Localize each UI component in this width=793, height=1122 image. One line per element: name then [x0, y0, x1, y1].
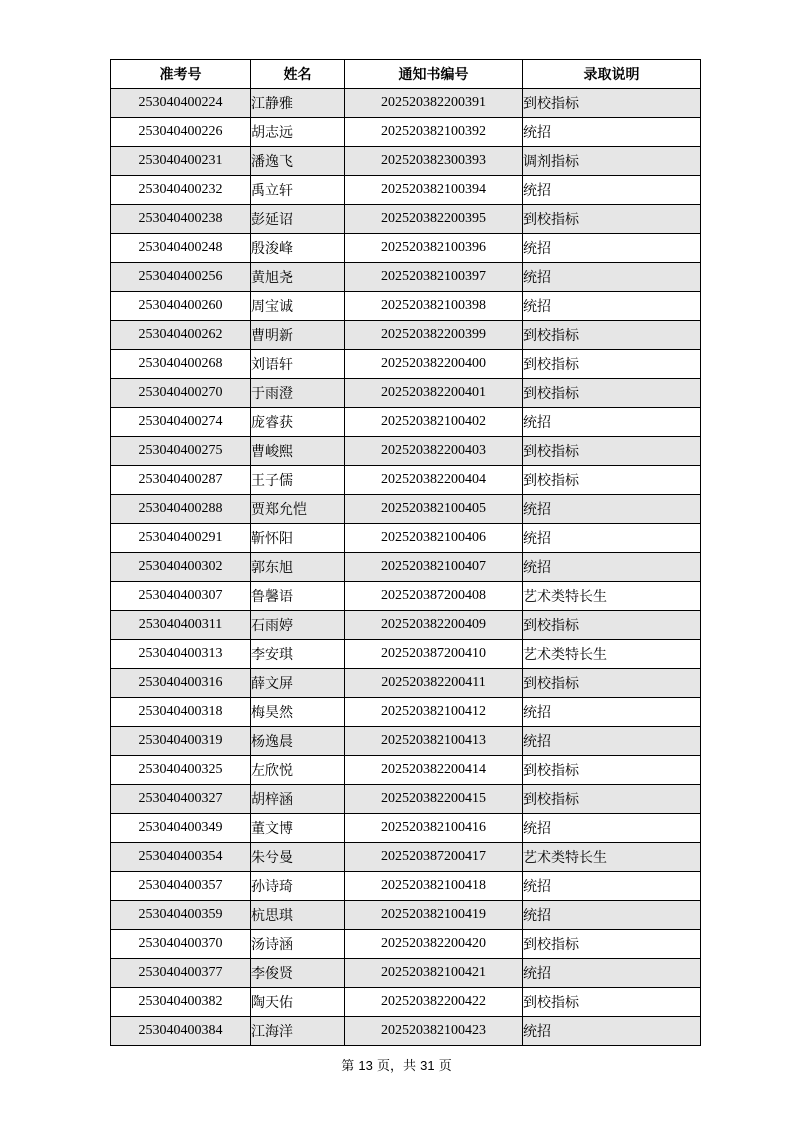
cell-note: 到校指标	[523, 611, 701, 640]
table-row	[111, 727, 701, 756]
table-body	[111, 89, 701, 1046]
cell-name: 贾郑允恺	[251, 495, 345, 524]
cell-exam-no: 253040400354	[111, 843, 251, 872]
table-row	[111, 611, 701, 640]
cell-exam-no: 253040400275	[111, 437, 251, 466]
table-row	[111, 930, 701, 959]
cell-notice-no: 202520387200408	[345, 582, 523, 611]
cell-exam-no: 253040400248	[111, 234, 251, 263]
footer-prefix: 第	[341, 1059, 355, 1074]
cell-notice-no: 202520382200414	[345, 756, 523, 785]
cell-name: 杨逸晨	[251, 727, 345, 756]
cell-note: 到校指标	[523, 437, 701, 466]
cell-exam-no: 253040400287	[111, 466, 251, 495]
table-row	[111, 1017, 701, 1046]
cell-notice-no: 202520382200401	[345, 379, 523, 408]
cell-exam-no: 253040400260	[111, 292, 251, 321]
cell-notice-no: 202520382100406	[345, 524, 523, 553]
cell-exam-no: 253040400302	[111, 553, 251, 582]
cell-notice-no: 202520382200403	[345, 437, 523, 466]
cell-note: 到校指标	[523, 988, 701, 1017]
cell-exam-no: 253040400319	[111, 727, 251, 756]
cell-name: 左欣悦	[251, 756, 345, 785]
cell-exam-no: 253040400359	[111, 901, 251, 930]
cell-exam-no: 253040400291	[111, 524, 251, 553]
cell-name: 鲁馨语	[251, 582, 345, 611]
cell-exam-no: 253040400327	[111, 785, 251, 814]
cell-note: 到校指标	[523, 89, 701, 118]
cell-exam-no: 253040400311	[111, 611, 251, 640]
cell-name: 郭东旭	[251, 553, 345, 582]
cell-name: 胡志远	[251, 118, 345, 147]
table-row	[111, 147, 701, 176]
cell-note: 统招	[523, 118, 701, 147]
cell-name: 薛文屏	[251, 669, 345, 698]
cell-note: 到校指标	[523, 379, 701, 408]
cell-note: 统招	[523, 408, 701, 437]
cell-note: 到校指标	[523, 205, 701, 234]
cell-name: 靳怀阳	[251, 524, 345, 553]
cell-notice-no: 202520382200395	[345, 205, 523, 234]
cell-exam-no: 253040400382	[111, 988, 251, 1017]
cell-note: 艺术类特长生	[523, 843, 701, 872]
cell-exam-no: 253040400232	[111, 176, 251, 205]
cell-note: 调剂指标	[523, 147, 701, 176]
cell-notice-no: 202520382200411	[345, 669, 523, 698]
cell-name: 李安琪	[251, 640, 345, 669]
cell-notice-no: 202520382100412	[345, 698, 523, 727]
table-row	[111, 437, 701, 466]
cell-note: 统招	[523, 901, 701, 930]
cell-name: 江静雅	[251, 89, 345, 118]
cell-notice-no: 202520382100418	[345, 872, 523, 901]
cell-name: 庞睿获	[251, 408, 345, 437]
cell-name: 陶天佑	[251, 988, 345, 1017]
cell-note: 到校指标	[523, 785, 701, 814]
cell-note: 统招	[523, 553, 701, 582]
cell-exam-no: 253040400313	[111, 640, 251, 669]
table-row	[111, 321, 701, 350]
cell-note: 统招	[523, 495, 701, 524]
cell-name: 周宝诚	[251, 292, 345, 321]
table-row	[111, 466, 701, 495]
cell-name: 董文博	[251, 814, 345, 843]
cell-note: 统招	[523, 814, 701, 843]
cell-notice-no: 202520382100416	[345, 814, 523, 843]
table-header-row	[111, 60, 701, 89]
cell-name: 胡梓涵	[251, 785, 345, 814]
cell-name: 禹立轩	[251, 176, 345, 205]
table-row	[111, 988, 701, 1017]
table-row	[111, 234, 701, 263]
table-row	[111, 205, 701, 234]
table-row	[111, 698, 701, 727]
cell-notice-no: 202520382200400	[345, 350, 523, 379]
cell-exam-no: 253040400316	[111, 669, 251, 698]
cell-notice-no: 202520382100405	[345, 495, 523, 524]
cell-notice-no: 202520382200391	[345, 89, 523, 118]
cell-note: 艺术类特长生	[523, 640, 701, 669]
cell-name: 殷浚峰	[251, 234, 345, 263]
cell-name: 彭延诏	[251, 205, 345, 234]
table-row	[111, 872, 701, 901]
table-row	[111, 814, 701, 843]
cell-name: 李俊贤	[251, 959, 345, 988]
table-row	[111, 292, 701, 321]
cell-exam-no: 253040400370	[111, 930, 251, 959]
cell-note: 统招	[523, 727, 701, 756]
cell-exam-no: 253040400256	[111, 263, 251, 292]
cell-exam-no: 253040400357	[111, 872, 251, 901]
cell-note: 统招	[523, 292, 701, 321]
cell-note: 到校指标	[523, 321, 701, 350]
cell-notice-no: 202520382100396	[345, 234, 523, 263]
cell-notice-no: 202520382100407	[345, 553, 523, 582]
cell-notice-no: 202520382100392	[345, 118, 523, 147]
cell-name: 汤诗涵	[251, 930, 345, 959]
cell-name: 曹明新	[251, 321, 345, 350]
cell-name: 杭思琪	[251, 901, 345, 930]
cell-name: 江海洋	[251, 1017, 345, 1046]
table-row	[111, 640, 701, 669]
cell-name: 曹峻熙	[251, 437, 345, 466]
cell-notice-no: 202520382200404	[345, 466, 523, 495]
cell-notice-no: 202520382200420	[345, 930, 523, 959]
cell-name: 王子儒	[251, 466, 345, 495]
cell-note: 统招	[523, 234, 701, 263]
cell-note: 到校指标	[523, 350, 701, 379]
cell-exam-no: 253040400268	[111, 350, 251, 379]
cell-exam-no: 253040400270	[111, 379, 251, 408]
cell-exam-no: 253040400349	[111, 814, 251, 843]
table-row	[111, 785, 701, 814]
cell-exam-no: 253040400226	[111, 118, 251, 147]
cell-note: 到校指标	[523, 756, 701, 785]
cell-notice-no: 202520387200410	[345, 640, 523, 669]
cell-notice-no: 202520382200409	[345, 611, 523, 640]
cell-name: 黄旭尧	[251, 263, 345, 292]
cell-notice-no: 202520382200399	[345, 321, 523, 350]
cell-exam-no: 253040400307	[111, 582, 251, 611]
header-note: 录取说明	[523, 60, 701, 89]
cell-name: 刘语轩	[251, 350, 345, 379]
cell-note: 统招	[523, 524, 701, 553]
cell-note: 统招	[523, 872, 701, 901]
table-row	[111, 379, 701, 408]
cell-name: 石雨婷	[251, 611, 345, 640]
page-footer	[0, 1055, 793, 1074]
table-row	[111, 89, 701, 118]
cell-notice-no: 202520382100413	[345, 727, 523, 756]
cell-exam-no: 253040400224	[111, 89, 251, 118]
cell-notice-no: 202520382200415	[345, 785, 523, 814]
cell-name: 梅昊然	[251, 698, 345, 727]
header-exam-no: 准考号	[111, 60, 251, 89]
cell-notice-no: 202520382100402	[345, 408, 523, 437]
cell-name: 孙诗琦	[251, 872, 345, 901]
cell-note: 统招	[523, 1017, 701, 1046]
cell-name: 朱兮曼	[251, 843, 345, 872]
cell-note: 到校指标	[523, 466, 701, 495]
table-row	[111, 524, 701, 553]
cell-name: 潘逸飞	[251, 147, 345, 176]
header-notice-no: 通知书编号	[345, 60, 523, 89]
cell-exam-no: 253040400377	[111, 959, 251, 988]
table-row	[111, 495, 701, 524]
cell-notice-no: 202520387200417	[345, 843, 523, 872]
cell-notice-no: 202520382100398	[345, 292, 523, 321]
table-row	[111, 756, 701, 785]
table-row	[111, 901, 701, 930]
table-row	[111, 582, 701, 611]
cell-exam-no: 253040400288	[111, 495, 251, 524]
cell-note: 统招	[523, 959, 701, 988]
footer-middle: 页，共	[376, 1059, 416, 1074]
cell-exam-no: 253040400384	[111, 1017, 251, 1046]
header-name: 姓名	[251, 60, 345, 89]
cell-exam-no: 253040400238	[111, 205, 251, 234]
cell-exam-no: 253040400231	[111, 147, 251, 176]
table-row	[111, 176, 701, 205]
cell-notice-no: 202520382300393	[345, 147, 523, 176]
cell-note: 统招	[523, 263, 701, 292]
cell-exam-no: 253040400274	[111, 408, 251, 437]
table-row	[111, 843, 701, 872]
table-row	[111, 669, 701, 698]
cell-exam-no: 253040400262	[111, 321, 251, 350]
cell-notice-no: 202520382100419	[345, 901, 523, 930]
total-pages-number: 31	[420, 1058, 435, 1073]
table-row	[111, 350, 701, 379]
cell-notice-no: 202520382100397	[345, 263, 523, 292]
cell-note: 艺术类特长生	[523, 582, 701, 611]
cell-note: 统招	[523, 698, 701, 727]
cell-note: 统招	[523, 176, 701, 205]
cell-notice-no: 202520382100423	[345, 1017, 523, 1046]
cell-notice-no: 202520382200422	[345, 988, 523, 1017]
admission-table	[110, 59, 701, 1046]
cell-notice-no: 202520382100394	[345, 176, 523, 205]
table-row	[111, 959, 701, 988]
footer-suffix: 页	[438, 1059, 452, 1074]
table-row	[111, 263, 701, 292]
cell-exam-no: 253040400325	[111, 756, 251, 785]
cell-exam-no: 253040400318	[111, 698, 251, 727]
current-page-number: 13	[358, 1058, 373, 1073]
table-row	[111, 118, 701, 147]
cell-name: 于雨澄	[251, 379, 345, 408]
table-row	[111, 553, 701, 582]
cell-note: 到校指标	[523, 669, 701, 698]
cell-note: 到校指标	[523, 930, 701, 959]
cell-notice-no: 202520382100421	[345, 959, 523, 988]
table-row	[111, 408, 701, 437]
